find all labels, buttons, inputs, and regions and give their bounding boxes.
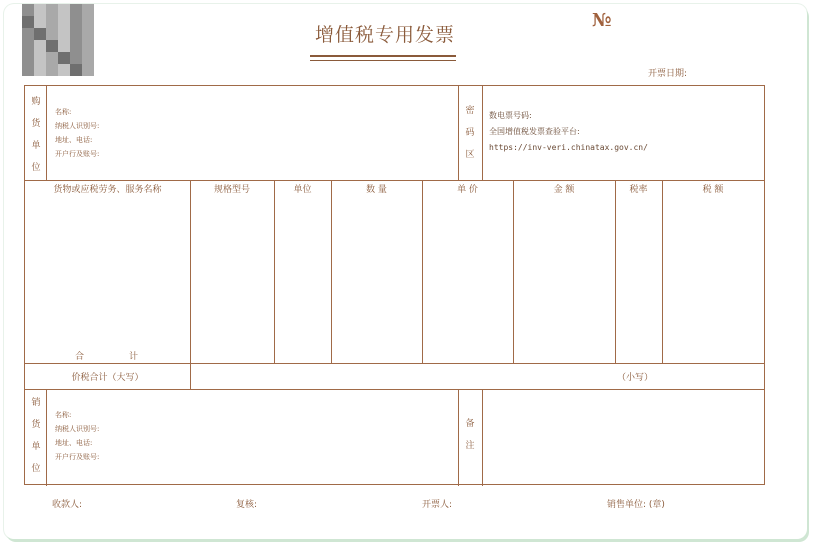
- buyer-label-char: 货: [31, 119, 41, 129]
- verification-platform-label: 全国增值税发票查验平台:: [489, 127, 580, 136]
- row-divider: [25, 389, 764, 390]
- seller-name-label: 名称:: [55, 411, 72, 419]
- total-lowercase-label: （小写）: [616, 373, 653, 383]
- col-divider: [662, 180, 663, 363]
- col-divider: [190, 180, 191, 389]
- seller-label-char: 货: [31, 420, 41, 430]
- col-divider: [274, 180, 275, 363]
- col-divider: [331, 180, 332, 363]
- verification-url[interactable]: https://inv-veri.chinatax.gov.cn/: [489, 143, 648, 152]
- number-mark: №: [592, 10, 612, 31]
- drawer-label: 开票人:: [422, 500, 453, 510]
- seller-address-label: 地址、电话:: [55, 439, 93, 447]
- buyer-label-char: 位: [31, 163, 41, 173]
- buyer-address-label: 地址、电话:: [55, 136, 93, 144]
- header-spec: 规格型号: [213, 185, 250, 195]
- cipher-label-char: 区: [465, 150, 475, 160]
- seller-label-char: 销: [31, 398, 41, 408]
- col-divider: [615, 180, 616, 363]
- col-divider: [482, 86, 483, 180]
- title-underline: [310, 55, 456, 57]
- seller-unit-seal-label: 销售单位: (章): [607, 500, 665, 510]
- buyer-label-char: 购: [31, 97, 41, 107]
- title-underline-thin: [310, 60, 456, 61]
- header-unit: 单位: [293, 185, 312, 195]
- header-tax-rate: 税率: [629, 185, 648, 195]
- header-tax-amount: 税 额: [702, 185, 724, 195]
- header-goods-name: 货物或应税劳务、服务名称: [53, 185, 162, 195]
- col-divider: [422, 180, 423, 363]
- buyer-bank-label: 开户行及账号:: [55, 150, 100, 158]
- seller-label-char: 位: [31, 464, 41, 474]
- header-amount: 金 额: [553, 185, 575, 195]
- invoice-title: 增值税专用发票: [314, 24, 455, 46]
- reviewer-label: 复核:: [236, 500, 258, 510]
- buyer-name-label: 名称:: [55, 108, 72, 116]
- header-unit-price: 单 价: [457, 185, 478, 195]
- total-uppercase-label: 价税合计（大写）: [71, 373, 144, 383]
- col-divider: [458, 389, 459, 486]
- seller-taxid-label: 纳税人识别号:: [55, 425, 100, 433]
- cipher-label-char: 码: [465, 128, 475, 138]
- col-divider: [46, 86, 47, 180]
- qr-code: [22, 4, 94, 76]
- invoice-table: [24, 85, 765, 485]
- remarks-label-char: 注: [465, 441, 475, 451]
- subtotal-label-2: 计: [129, 352, 139, 362]
- header-quantity: 数 量: [366, 185, 387, 195]
- issue-date-label: 开票日期:: [648, 69, 688, 79]
- seller-bank-label: 开户行及账号:: [55, 453, 100, 461]
- row-divider: [25, 180, 764, 181]
- e-invoice-number-label: 数电票号码:: [489, 111, 532, 120]
- buyer-taxid-label: 纳税人识别号:: [55, 122, 100, 130]
- col-divider: [458, 86, 459, 180]
- cipher-label-char: 密: [465, 106, 475, 116]
- remarks-label-char: 备: [465, 419, 475, 429]
- payee-label: 收款人:: [52, 500, 83, 510]
- seller-label-char: 单: [31, 442, 41, 452]
- subtotal-label: 合: [75, 352, 85, 362]
- buyer-label-char: 单: [31, 141, 41, 151]
- row-divider: [25, 363, 764, 364]
- col-divider: [482, 389, 483, 486]
- col-divider: [46, 389, 47, 486]
- col-divider: [513, 180, 514, 363]
